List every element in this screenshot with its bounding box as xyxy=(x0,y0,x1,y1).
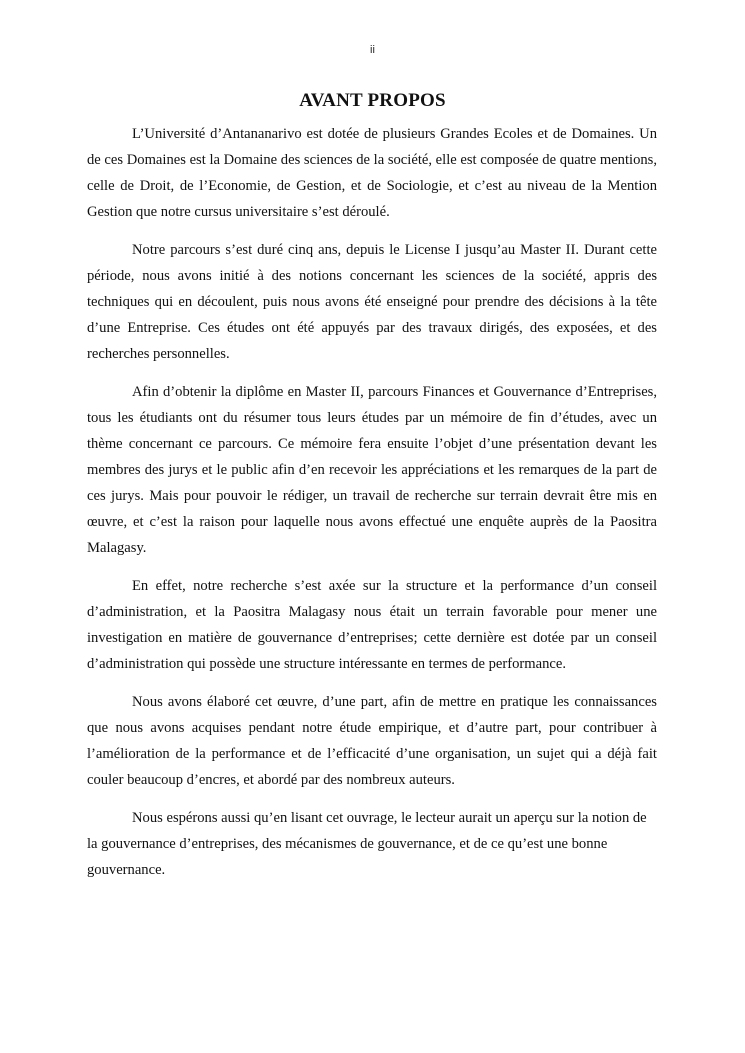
paragraph-4: En effet, notre recherche s’est axée sur la structure et la performance d’un conseil d’administration, et la Paositra Malagasy nous était un terrain favorable pour mener une investigation en matière de gouvernance d’entreprises; cette dernière est dotée par un conseil d’administration qui possède une structure intéressante en termes de performance. xyxy=(87,578,657,672)
paragraph-6: Nous espérons aussi qu’en lisant cet ouvrage, le lecteur aurait un aperçu sur la notion de la gouvernance d’entreprises, des mécanismes de gouvernance, et de ce qu’est une bonne gouvernance. xyxy=(87,810,647,878)
paragraph-3: Afin d’obtenir la diplôme en Master II, parcours Finances et Gouvernance d’Entreprises, tous les étudiants ont du résumer tous leurs études par un mémoire de fin d’études, avec un thème concernant ce parcours. Ce mémoire fera ensuite l’objet d’une présentation devant les membres des jurys et le public afin d’en recevoir les appréciations et les remarques de la part de ces jurys. Mais pour pouvoir le rédiger, un travail de recherche sur terrain devrait être mis en œuvre, et c’est la raison pour laquelle nous avons effectué une enquête auprès de la Paositra Malagasy. xyxy=(87,384,657,556)
paragraph-5: Nous avons élaboré cet œuvre, d’une part, afin de mettre en pratique les connaissances que nous avons acquises pendant notre étude empirique, et d’autre part, pour contribuer à l’amélioration de la performance et de l’efficacité d’une organisation, un sujet qui a déjà fait couler beaucoup d’encres, et abordé par des nombreux auteurs. xyxy=(87,694,657,788)
paragraph-1: L’Université d’Antananarivo est dotée de plusieurs Grandes Ecoles et de Domaines. Un de ces Domaines est la Domaine des sciences de la société, elle est composée de quatre mentions, celle de Droit, de l’Economie, de Gestion, et de Sociologie, et c’est au niveau de la Mention Gestion que notre cursus universitaire s’est déroulé. xyxy=(87,126,657,220)
page-title: AVANT PROPOS xyxy=(299,90,446,111)
body-text xyxy=(87,121,657,895)
page-number: ii xyxy=(370,44,375,56)
paragraph-2: Notre parcours s’est duré cinq ans, depuis le License I jusqu’au Master II. Durant cette période, nous avons initié à des notions concernant les sciences de la société, appris des techniques qui en découlent, puis nous avons été enseigné pour prendre des décisions à la tête d’une Entreprise. Ces études ont été appuyés par des travaux dirigés, des exposées, et des recherches personnelles. xyxy=(87,242,657,362)
